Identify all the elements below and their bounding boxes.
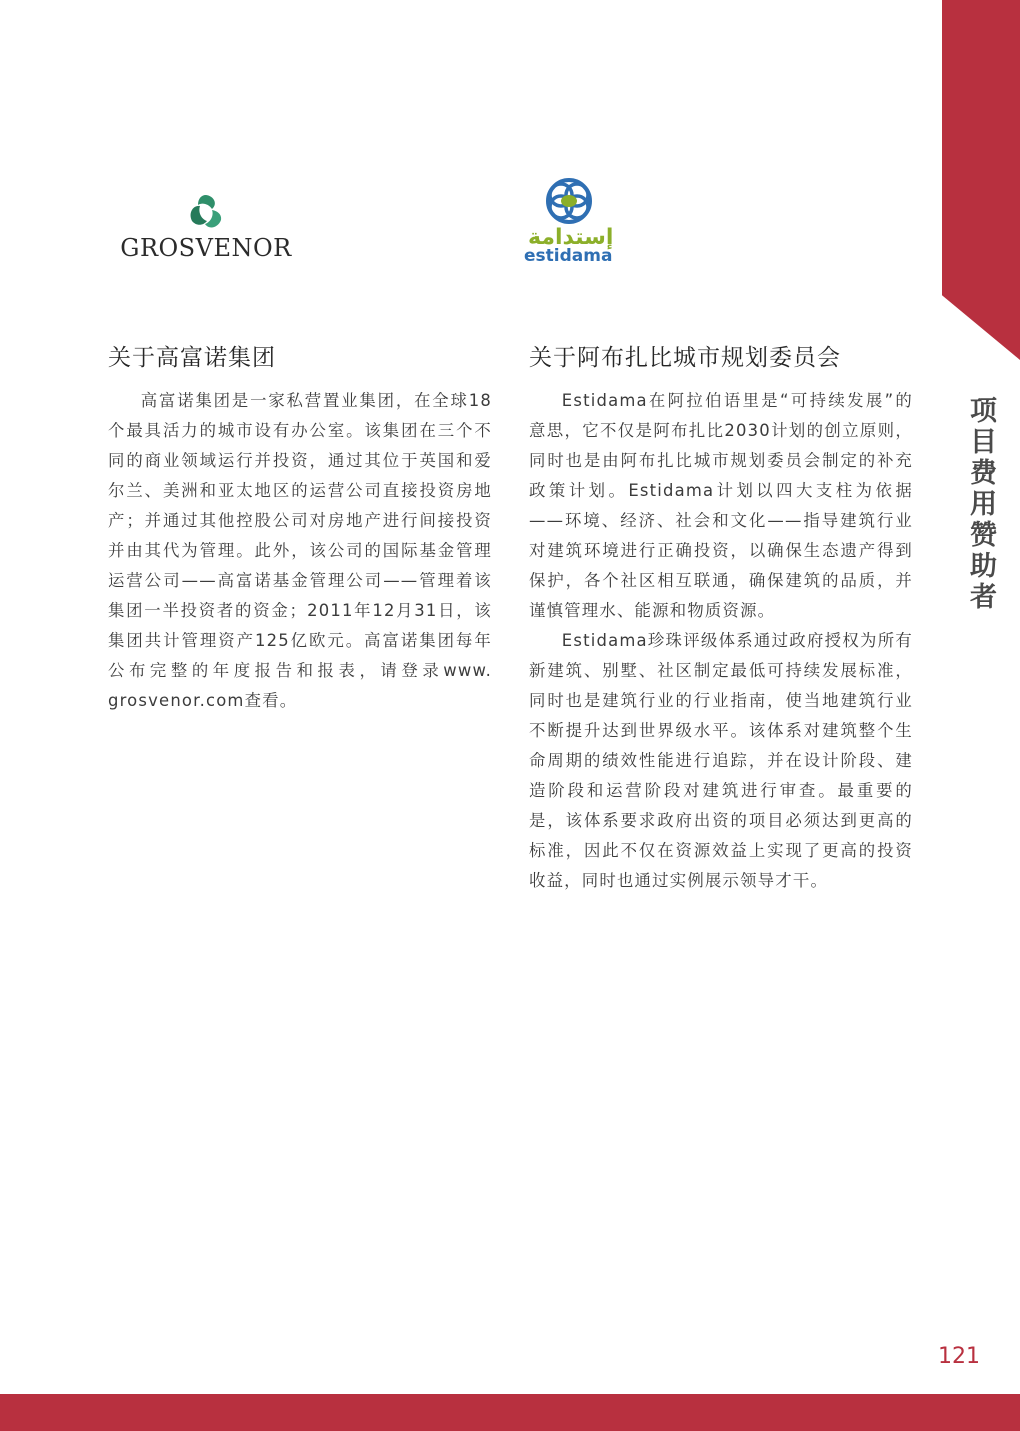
sidebar-ribbon (942, 0, 1020, 360)
left-paragraph: 高富诺集团是一家私营置业集团，在全球18个最具活力的城市设有办公室。该集团在三个不同的商业领域运行并投资，通过其位于英国和爱尔兰、美洲和亚太地区的运营公司直接投资房地产；并通过其他控股公司对房地产进行间接投资并由其代为管理。此外，该公司的国际基金管理运营公司——高富诺基金管理公司——管理着该集团一半投资者的资金；2011年12月31日，该集团共计管理资产125亿欧元。高富诺集团每年公布完整的年度报告和报表，请登录www. grosvenor.com查看。 (108, 391, 492, 710)
grosvenor-logo (116, 190, 296, 262)
right-paragraph-1: Estidama在阿拉伯语里是“可持续发展”的意思，它不仅是阿布扎比2030计划的创立原则，同时也是由阿布扎比城市规划委员会制定的补充政策计划。Estidama计划以四大支柱为依据——环境、经济、社会和文化——指导建筑行业对建筑环境进行正确投资，以确保生态遗产得到保护，各个社区相互联通，确保建筑的品质，并谨慎管理水、能源和物质资源。 (529, 391, 913, 620)
right-column (529, 338, 913, 896)
section-label: 项目费用赞助者 (965, 396, 996, 613)
estidama-rings-icon (524, 176, 614, 228)
estidama-logo (524, 176, 614, 268)
right-heading: 关于阿布扎比城市规划委员会 (529, 345, 841, 371)
right-paragraph-2: Estidama珍珠评级体系通过政府授权为所有新建筑、别墅、社区制定最低可持续发展标准，同时也是建筑行业的行业指南，使当地建筑行业不断提升达到世界级水平。该体系对建筑整个生命周期的绩效性能进行追踪，并在设计阶段、建造阶段和运营阶段对建筑进行审查。最重要的是，该体系要求政府出资的项目必须达到更高的标准，因此不仅在资源效益上实现了更高的投资收益，同时也通过实例展示领导才干。 (529, 631, 913, 890)
grosvenor-wordmark: GROSVENOR (120, 234, 292, 262)
left-heading: 关于高富诺集团 (108, 345, 276, 371)
footer-bar (0, 1394, 1020, 1431)
estidama-wordmark: estidama (524, 246, 613, 266)
grosvenor-emblem-icon (186, 192, 226, 232)
page-number: 121 (938, 1344, 980, 1369)
left-column (108, 338, 492, 716)
estidama-arabic-wordmark: إستدامة (528, 225, 614, 250)
